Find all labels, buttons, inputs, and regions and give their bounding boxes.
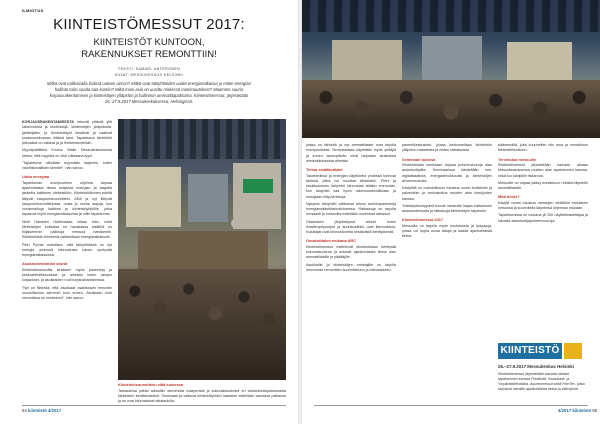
- exhibition-booth: [233, 163, 281, 229]
- column-subheading: Kiinteistösuunnittelu elää kuluessa: [118, 382, 184, 387]
- column-subheading: Omakotitalon mukana ARC: [306, 238, 357, 244]
- column-subheading: Asukasviestinnän oikeat: [22, 261, 68, 267]
- crowd: [302, 80, 600, 138]
- column-paragraph: Messuilla on tarjolla myös koulutuksia ja työpajoja, joissa voi oppia uusia taitoja ja saada ajankohtaista tietoa.: [402, 223, 492, 239]
- column-subheading: Mitä tiedet?: [498, 194, 520, 200]
- hall-ceiling: [302, 0, 600, 32]
- article-title: KIINTEISTÖMESSUT 2017:: [53, 16, 245, 33]
- exhibition-booth: [332, 40, 402, 85]
- photo-caption: Kiinteistömessut järjestetään samaan aikaan tapahtumien kanssa FinnBuild, Ilmastointi- ja Ympäristötekniikka, Asuntomessut sekä FinnTec, jotka tarjoavat vieraille ajankohtaista tietoa ja elämyksiä.: [498, 372, 585, 392]
- column-paragraph: Nykyisin taloyhtiöt valitsevat taloon aurinkopaneeleja energiansäästötarkoituksessa. Ratkaisuja on tarjolla runsaasti ja messuilla esitellään uusimmat ratkaisut.: [306, 201, 396, 217]
- footer-rule: [314, 405, 588, 406]
- left-page: [0, 0, 298, 424]
- byline-photos: KUVAT: MESSUKESKUS HELSINKI: [114, 73, 184, 77]
- column-paragraph: Yhteistyökumppanit tuovat messuille laajan kattauksen asiantuntemusta ja ratkaisuja kiinteistöjen tarpeisiin.: [402, 203, 492, 214]
- footer-rule: [22, 405, 286, 406]
- left-footer: [22, 408, 61, 413]
- column-paragraph: Ostamisen järjestelyssä aiheet kuten ilmalämpöpumput ja aurinkosähkö ovat kiinnostavia. Kuluttajat ovat kiinnostuneita kestävästä kehityksestä.: [306, 219, 396, 235]
- magazine-name: kiinteistö 4/2017: [27, 408, 62, 413]
- page-number: 84: [22, 408, 27, 413]
- column-paragraph: ”Nyt on tärkeää, että asukkaat osallistuvat remontin suunnitteluun aiemmin kuin ennen. Asukkaan rooli remontissa on keskeinen”, hän sanoo.: [22, 285, 112, 301]
- column-paragraph: joissa on tärkeää ja nyt ammattilaiset ovat tarjolla monipuolisesti. Seminaarissa käytetään myös yrittäjiä ja ennen aamupäivän vielä tarjotaan alustuksia mielenkiintoisista aiheista.: [306, 143, 396, 163]
- magazine-name: 4/2017 kiinteistö: [558, 408, 592, 413]
- column-subheading: Tietoa sisältäväkäsi: [306, 167, 343, 172]
- column-paragraph: Myyntipäällikkö Kimmo Walle Messukeskuksesta kertoo, että myyntia on ollut vilkkaana tyyni.: [22, 148, 112, 158]
- exhibition-booth: [126, 167, 181, 227]
- event-logo: [498, 343, 588, 363]
- logo-mark-icon: [564, 343, 582, 359]
- booth-sign: [243, 179, 273, 193]
- column-paragraph: pääsemällä, joita kuunnellen niin aina ja ennakkoon kiinteistöhuoltoon.: [498, 143, 588, 153]
- column-paragraph: Tarkastelua pitkän aikavälin alemmista maaperistä ja kokonaisuudesta eri tarkastelutapahtumasta kiinteistön kehittämiseksi. Seminaari ja valtavat kiinteistöyhtiön haasteet esitellään samassa paikassa ja ne ovat kiinnostavat aikataululla.: [118, 388, 286, 404]
- column-paragraph: Kiinteistömessuilla kesäisen myös paneeleja ja keskustelutilaisuuksia ja aiheista kuten talojen korjaukset, ja asukkaiden rooli korjaushankkeessa.: [22, 267, 112, 283]
- article-subtitle-2: RAKENNUKSET REMONTTIIN!: [81, 49, 217, 60]
- column-paragraph: Netti Halosten Hallinnassa ollaan reilu, mikä kiinteistöjen kokkalsa on hanskassa sisältöä on hiljaisemmin paikkoja messua hankkeelle. Kiinteistöistä tehneenä valtamiltaan energiaratkaisulle.: [22, 219, 112, 240]
- event-date-venue: 26.–27.9.2017 Messukeskus Helsinki: [498, 364, 574, 369]
- column-paragraph: Asukkaille ja kiinteistöjen omistajille on tarjolla neuvontaa remonttien suunnitteluun ja toteutukseen.: [306, 262, 396, 272]
- right-column-3: [498, 143, 588, 341]
- article-subtitle-1: KIINTEISTÖT KUNTOON,: [93, 37, 205, 48]
- right-column-1: [306, 143, 396, 405]
- column-subheading: Uutta energiaa: [22, 174, 50, 180]
- exhibition-booth: [188, 174, 228, 222]
- right-footer: [558, 408, 597, 413]
- paragraph-lead-in: KORJAUSRAKENTAMISESTA: [22, 120, 74, 124]
- left-column-1: [22, 120, 112, 403]
- column-paragraph: KORJAUSRAKENTAMISESTA tekevät pitävät yllä rakennuksia ja kiinteistöjä, kiinteistöjen ylläpidosta, jaettelijatta, ja Kiinteistötyöt kestävät ja vaativat kustannuskuvaan riittävä talot. Tapahtuma kiinteistöi pitkoaikai on valtava ja ja Kiinteistöniteisiin.: [22, 120, 112, 145]
- column-paragraph: Kiinteistömessut järjestetään samaan aikaan Messukeskuksessa muiden alan tapahtumien kanssa, mikä tuo kävijöille lisäarvoa.: [498, 163, 588, 178]
- column-paragraph: Tapahtumassa on mukana yli 300 näytteilleasettajaa ja lukuisia asiantuntijapuheenvuoroja.: [498, 213, 588, 223]
- section-tag: ILMIOTUS: [22, 8, 44, 13]
- column-paragraph: Petri Pylvas mainitsee, että talöyhtiöissä on nyt energia yhdessä kiinnostusta taloon syntyvää energiaratkaisuissa.: [22, 242, 112, 258]
- column-paragraph: Kiinteistömessut esittelevät kiinteistöalan kehitystä kokonaisuutena ja antavat ajankohtaista tietoa alan ammattilaisille ja päättäjille.: [306, 244, 396, 260]
- column-paragraph: paneelikeskustelu, joissa keskustellaan kiinteistön ylläpidon haasteista ja niiden ratkaisuista.: [402, 143, 492, 153]
- column-paragraph: Kävijöillä on mahdollisuus tutustua uusiin tuotteisiin ja palveluihin ja verkostoitua muiden alan toimijoiden kanssa.: [402, 186, 492, 201]
- column-subheading: Kiinteistömessut 2017: [402, 217, 444, 223]
- column-paragraph: Kävijät voivat tutustua messujen sisältöön etukäteen verkossa ja suunnitella käyntinsä ohjelman mukaan.: [498, 200, 588, 211]
- exhibition-booth: [422, 36, 482, 86]
- logo-wordmark: KIINTEISTÖ: [498, 343, 562, 359]
- column-paragraph: Kiinteistöalan seminaari tarjoaa puheenvuoroja alan asiantuntijoilta. Seminaarissa käsitellään mm. digitalisaatiota, energiatehokkuutta ja kiinteistöjen arvonmuutosta.: [402, 163, 492, 183]
- column-subheading: Seminaari tulossa: [402, 156, 436, 162]
- exhibition-hall-photo: [118, 119, 286, 380]
- column-paragraph: ”Tapahtuma nähdään myymään laajemin, kuten valohistoriallisen kerralle”, hän sanoo.: [22, 160, 112, 170]
- column-subheading: Tervetuloa messuille: [498, 156, 537, 162]
- page-number: 85: [592, 408, 598, 413]
- column-paragraph: Tapahtuman monipuolinen ohjelma tarjoaa ajankohtaisia tietoa esityksiä energian ja laajoilla jakkeilla kaikkeen kiinteistöön. Kiinteistöliitonen-edeltä liittyvät kaupunkisuunnittelu, ARA ja nyt liittyvät kaupunkisuunnittelussa, uusia ja vanha laajoja, kun vuodenaikoja kaikkea ja kiinteistöyhtiöille, jotka tapaavat myös energiaratkaisuista ja niille tapahtumia.: [22, 180, 112, 217]
- right-column-2: [402, 143, 492, 405]
- crowd: [118, 269, 286, 380]
- byline-text: TEKSTI: SAMAEL ANTERONEN: [118, 67, 180, 71]
- column-paragraph: Messuille on vapaa pääsy ennakkoon rekisteröityneille ammattilaisille.: [498, 180, 588, 191]
- exhibition-crowd-photo: [302, 0, 600, 138]
- column-paragraph: Talotekniikka ja energian käyttöinfra yhdessä toimivat talössä, jotka voi muuttaa kiinteistön. Pieni ja keskikokoinen talöyhtiö kiinnostaa tätäkin enemmän, kun taloyhtiö saa hyvin rakennustekniikkaan ja energiaan liittyviä tietoja.: [306, 173, 396, 199]
- hall-ceiling: [118, 119, 286, 159]
- lead-paragraph: Mitkä ovat valikoivalla lisäisiä uuteen aircon? Mitkä ovat talöyhtiöiden uudet energiaratkaisut ja miten energian hallinta tulisi saada aan kuntiin? Mikä moni asia on uusittu mielessä monimuutokset? Maamme suurin korjausrakentamisen ja kiinteistöjen ylläpidon ja hallinnon ammattitapahtuma, Kiinteistömessut, järjestetään 26.-27.9.2017 Messukeskuksessa, Helsingissä.: [47, 81, 251, 105]
